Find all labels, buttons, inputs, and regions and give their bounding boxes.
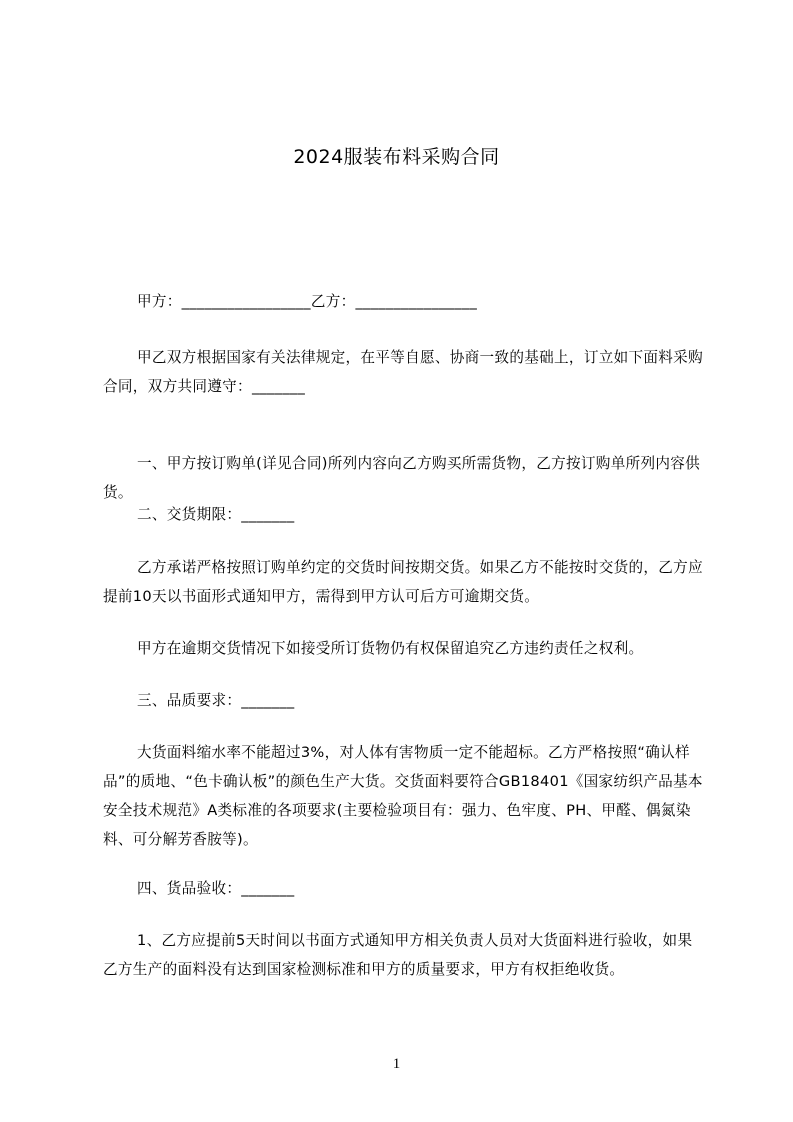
section-4-heading: 四、货品验收：_______ [137,880,295,897]
clause-1-paragraph: 一、甲方按订购单(详见合同)所列内容向乙方购买所需货物，乙方按订购单所列内容供货。 [103,455,701,501]
section-3-heading: 三、品质要求：_______ [137,692,295,709]
section-3-paragraph: 大货面料缩水率不能超过3%，对人体有害物质一定不能超标。乙方严格按照“确认样品”的质地、“色卡确认板”的颜色生产大货。交货面料要符合GB18401《国家纺织产品基本安全技术规范》A类标准的各项要求(主要检验项目有：强力、色牢度、PH、甲醛、偶氮染料、可分解芳香胺等)。 [103,744,703,848]
document-title: 2024服装布料采购合同 [293,146,500,168]
intro-paragraph: 甲乙双方根据国家有关法律规定，在平等自愿、协商一致的基础上，订立如下面料采购合同，双方共同遵守：_______ [103,349,703,395]
section-2-paragraph-2: 甲方在逾期交货情况下如接受所订货物仍有权保留追究乙方违约责任之权利。 [137,640,644,657]
section-2-paragraph-1: 乙方承诺严格按照订购单约定的交货时间按期交货。如果乙方不能按时交货的，乙方应提前10天以书面形式通知甲方，需得到甲方认可后方可逾期交货。 [103,559,703,605]
section-4-paragraph: 1、乙方应提前5天时间以书面方式通知甲方相关负责人员对大货面料进行验收，如果乙方生产的面料没有达到国家检测标准和甲方的质量要求，甲方有权拒绝收货。 [103,932,693,978]
parties-line: 甲方：_________________乙方：________________ [137,293,478,310]
page-number: 1 [392,1056,401,1072]
section-2-heading: 二、交货期限：_______ [137,506,295,523]
